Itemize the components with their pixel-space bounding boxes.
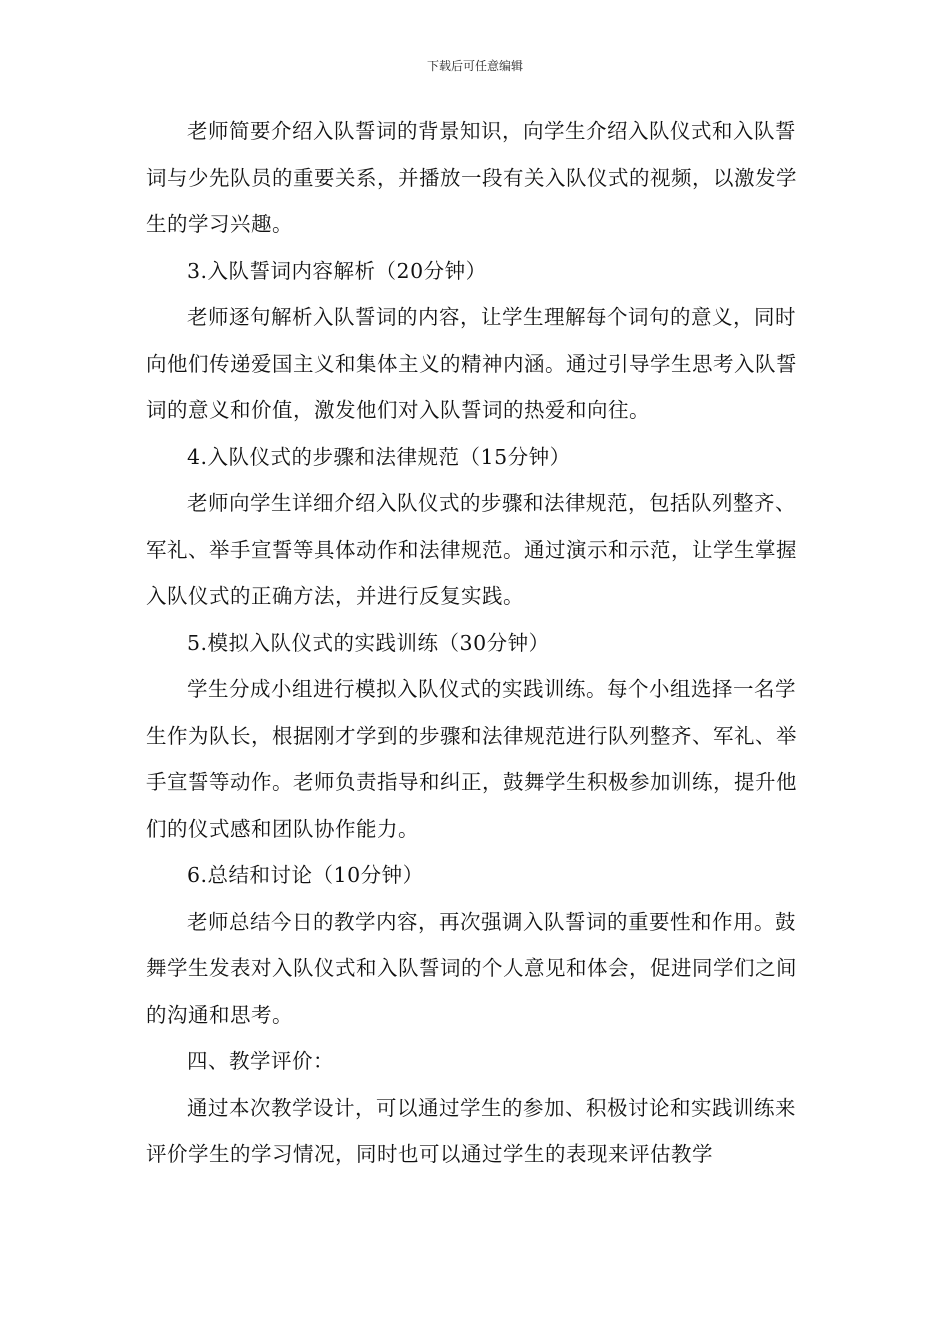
section-heading-evaluation: 四、教学评价： (187, 1049, 334, 1073)
section-heading-4: 4.入队仪式的步骤和法律规范（15分钟） (187, 444, 571, 469)
paragraph-intro: 老师简要介绍入队誓词的背景知识，向学生介绍入队仪式和入队誓词与少先队员的重要关系，并播放一段有关入队仪式的视频，以激发学生的学习兴趣。 (146, 119, 797, 236)
document-body (146, 108, 806, 1178)
page-header: 下载后可任意编辑 (426, 59, 523, 73)
section-heading-5: 5.模拟入队仪式的实践训练（30分钟） (187, 630, 550, 655)
paragraph-ceremony-steps: 老师向学生详细介绍入队仪式的步骤和法律规范，包括队列整齐、军礼、举手宣誓等具体动作和法律规范。通过演示和示范，让学生掌握入队仪式的正确方法，并进行反复实践。 (146, 491, 797, 608)
section-heading-3: 3.入队誓词内容解析（20分钟） (187, 258, 487, 283)
paragraph-summary: 老师总结今日的教学内容，再次强调入队誓词的重要性和作用。鼓舞学生发表对入队仪式和入队誓词的个人意见和体会，促进同学们之间的沟通和思考。 (146, 909, 797, 1027)
paragraph-practice-training: 学生分成小组进行模拟入队仪式的实践训练。每个小组选择一名学生作为队长，根据刚才学到的步骤和法律规范进行队列整齐、军礼、举手宣誓等动作。老师负责指导和纠正，鼓舞学生积极参加训练，提升他们的仪式感和团队协作能力。 (146, 677, 797, 841)
paragraph-oath-analysis: 老师逐句解析入队誓词的内容，让学生理解每个词句的意义，同时向他们传递爱国主义和集体主义的精神内涵。通过引导学生思考入队誓词的意义和价值，激发他们对入队誓词的热爱和向往。 (146, 305, 797, 422)
section-heading-6: 6.总结和讨论（10分钟） (187, 863, 424, 887)
paragraph-evaluation: 通过本次教学设计，可以通过学生的参加、积极讨论和实践训练来评价学生的学习情况，同时也可以通过学生的表现来评估教学 (146, 1095, 796, 1166)
